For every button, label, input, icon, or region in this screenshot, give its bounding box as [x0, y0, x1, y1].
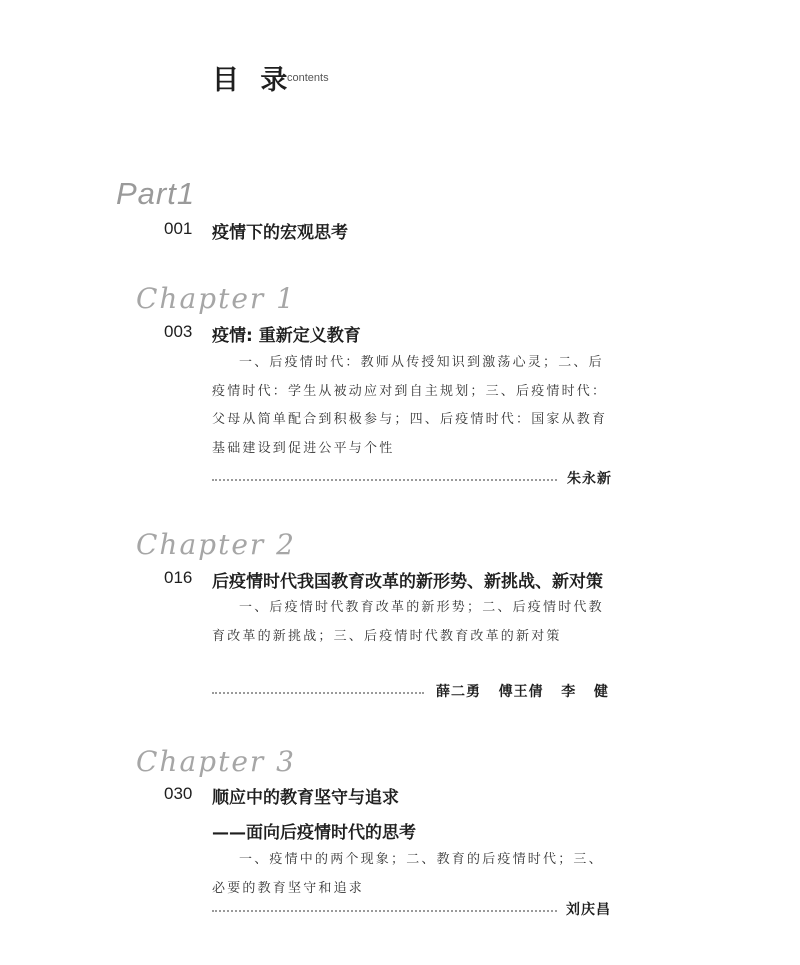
- chapter-3-page-number: 030: [164, 784, 193, 803]
- chapter-2-page-number: 016: [164, 568, 193, 587]
- chapter-1-description-text: 一、后疫情时代：教师从传授知识到激荡心灵；二、后疫情时代：学生从被动应对到自主规划；三、后疫情时代：父母从简单配合到积极参与；四、后疫情时代：国家从教育基础建设到促进公平与个性: [212, 355, 608, 456]
- part-label: Part1: [116, 176, 196, 211]
- chapter-3-leader-dots: [212, 910, 557, 912]
- chapter-2-description-text: 一、后疫情时代教育改革的新形势；二、后疫情时代教育改革的新挑战；三、后疫情时代教育改革的新对策: [212, 600, 604, 644]
- chapter-1-author: 朱永新: [567, 471, 612, 487]
- chapter-2-title: 后疫情时代我国教育改革的新形势、新挑战、新对策: [212, 572, 603, 592]
- chapter-2-leader-dots: [212, 692, 424, 694]
- chapter-3-title: 顺应中的教育坚守与追求: [212, 788, 399, 808]
- chapter-1-page-number: 003: [164, 322, 193, 341]
- chapter-3-description: [212, 846, 617, 903]
- toc-title: 目 录: [212, 65, 294, 96]
- chapter-1-title: 疫情: 重新定义教育: [212, 326, 361, 346]
- chapter-2-label: Chapter 2: [136, 528, 296, 561]
- chapter-2-authors: 薛二勇 傅王倩 李 健: [436, 684, 609, 700]
- chapter-1-description: [212, 349, 617, 463]
- chapter-3-author: 刘庆昌: [566, 902, 611, 918]
- chapter-1-label: Chapter 1: [136, 282, 296, 315]
- chapter-1-leader-dots: [212, 479, 557, 481]
- chapter-2-description: [212, 594, 617, 651]
- toc-subtitle: contents: [287, 72, 329, 84]
- chapter-3-description-text: 一、疫情中的两个现象；二、教育的后疫情时代；三、必要的教育坚守和追求: [212, 852, 604, 896]
- chapter-3-label: Chapter 3: [136, 745, 296, 778]
- part-entry-title: 疫情下的宏观思考: [212, 223, 348, 243]
- chapter-3-subtitle: ——面向后疫情时代的思考: [212, 823, 416, 843]
- part-page-number: 001: [164, 219, 193, 238]
